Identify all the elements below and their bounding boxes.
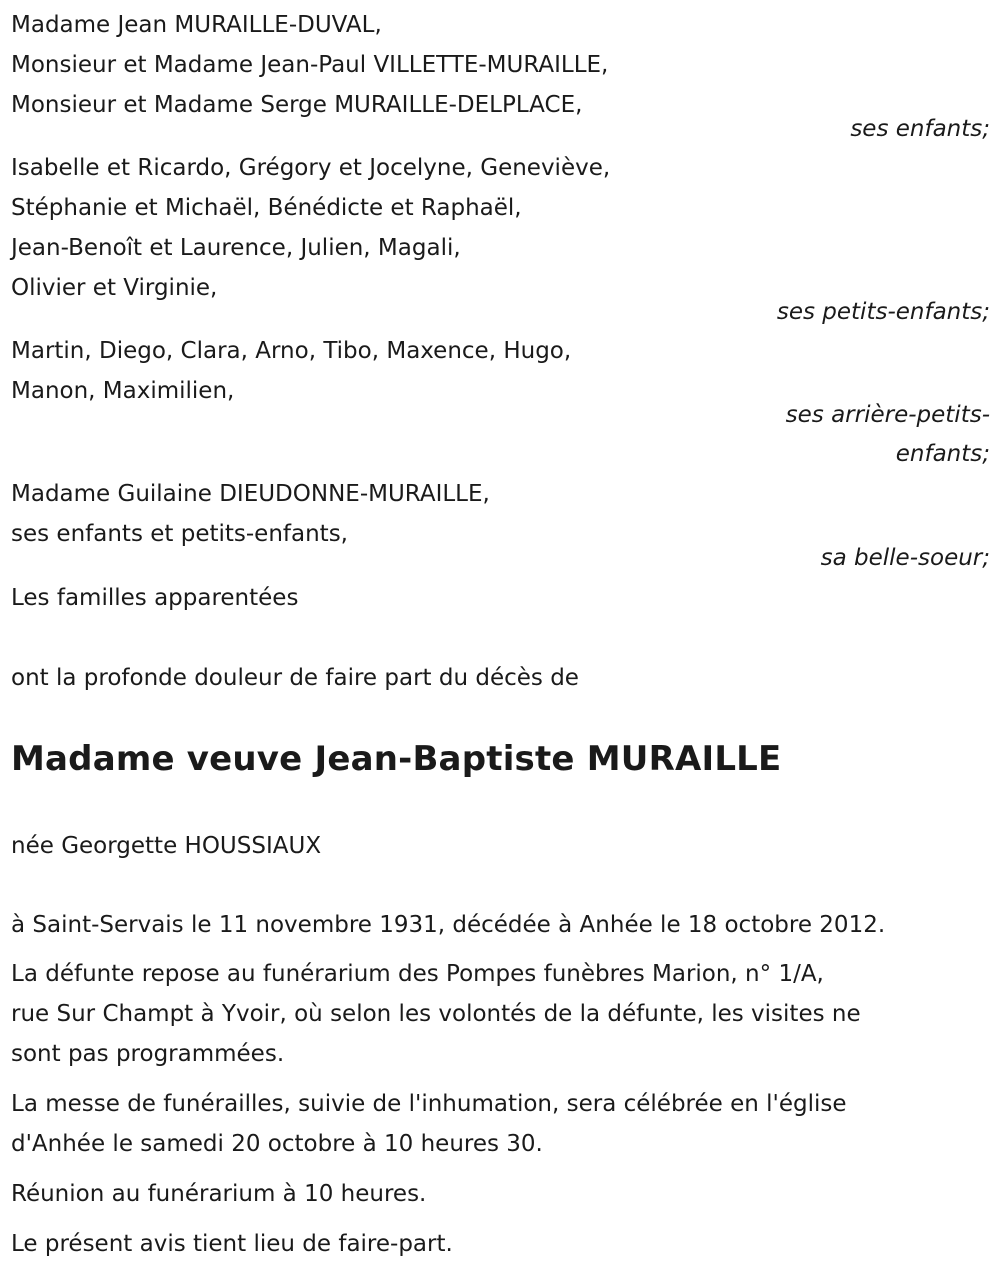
grandchild-line-2: Stéphanie et Michaël, Bénédicte et Raphaël, (11, 195, 522, 221)
viewing-line-2: rue Sur Champt à Yvoir, où selon les volontés de la défunte, les visites ne (11, 1001, 861, 1027)
child-line-3: Monsieur et Madame Serge MURAILLE-DELPLACE, (11, 92, 583, 118)
viewing-line-1: La défunte repose au funérarium des Pompes funèbres Marion, n° 1/A, (11, 961, 824, 987)
deceased-name: Madame veuve Jean-Baptiste MURAILLE (11, 739, 782, 779)
birth-death-text: à Saint-Servais le 11 novembre 1931, décédée à Anhée le 18 octobre 2012. (11, 912, 886, 938)
meeting-text: Réunion au funérarium à 10 heures. (11, 1181, 427, 1207)
viewing-line-3: sont pas programmées. (11, 1041, 285, 1067)
great-grandchildren-role-line-1: ses arrière-petits- (785, 402, 990, 428)
related-families: Les familles apparentées (11, 585, 299, 611)
mass-line-1: La messe de funérailles, suivie de l'inhumation, sera célébrée en l'église (11, 1091, 847, 1117)
sister-in-law-line-2: ses enfants et petits-enfants, (11, 521, 348, 547)
mass-line-2: d'Anhée le samedi 20 octobre à 10 heures 30. (11, 1131, 543, 1157)
grandchild-line-3: Jean-Benoît et Laurence, Julien, Magali, (11, 235, 461, 261)
great-grandchild-line-2: Manon, Maximilien, (11, 378, 235, 404)
child-line-1: Madame Jean MURAILLE-DUVAL, (11, 12, 382, 38)
great-grandchildren-role-line-2: enfants; (895, 441, 990, 467)
grandchild-line-4: Olivier et Virginie, (11, 275, 218, 301)
sister-in-law-line-1: Madame Guilaine DIEUDONNE-MURAILLE, (11, 481, 490, 507)
announcement-text: ont la profonde douleur de faire part du décès de (11, 665, 579, 691)
children-role: ses enfants; (850, 116, 990, 142)
grandchildren-role: ses petits-enfants; (776, 299, 990, 325)
sister-in-law-role: sa belle-soeur; (820, 545, 990, 571)
grandchild-line-1: Isabelle et Ricardo, Grégory et Jocelyne, Geneviève, (11, 155, 611, 181)
great-grandchild-line-1: Martin, Diego, Clara, Arno, Tibo, Maxence, Hugo, (11, 338, 572, 364)
child-line-2: Monsieur et Madame Jean-Paul VILLETTE-MURAILLE, (11, 52, 609, 78)
born-name: née Georgette HOUSSIAUX (11, 833, 322, 859)
closing-text: Le présent avis tient lieu de faire-part. (11, 1231, 453, 1257)
